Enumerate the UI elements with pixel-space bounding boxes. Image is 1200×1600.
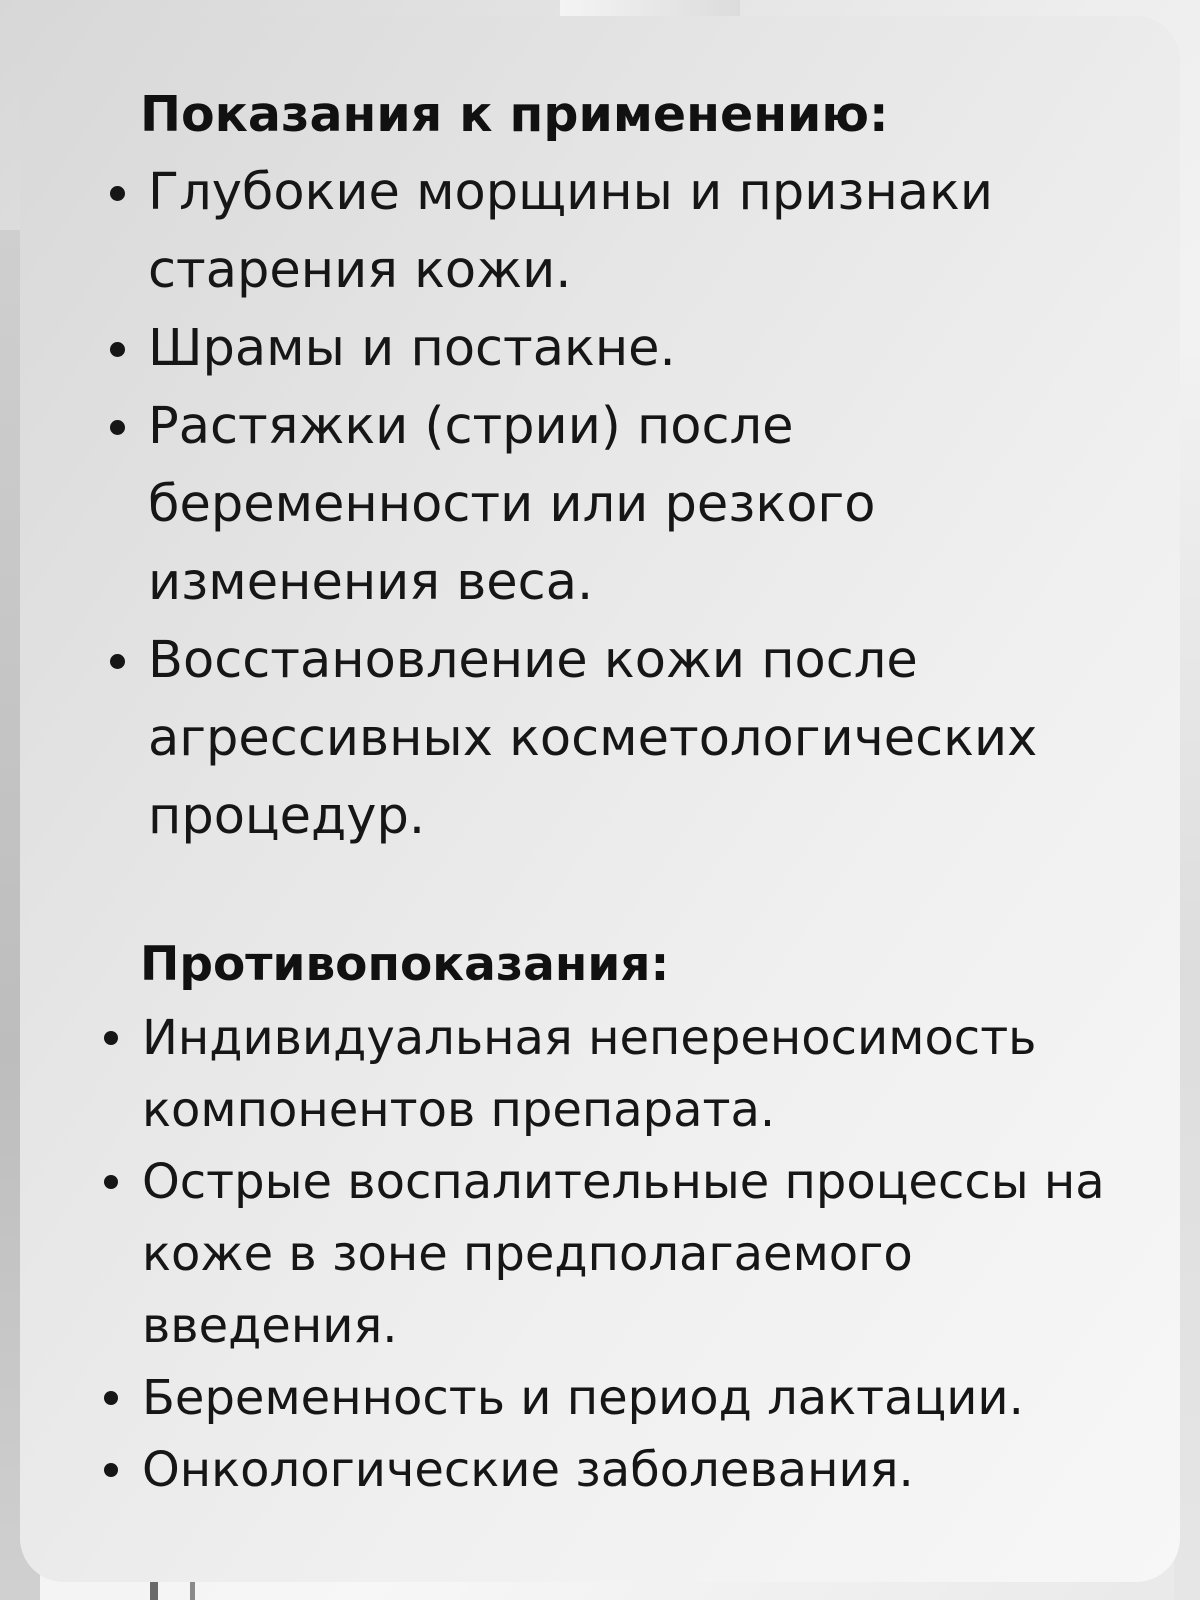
list-item-text: Глубокие морщины и признаки старения кожи. [148,163,994,300]
list-item-text: Онкологические заболевания. [142,1442,914,1498]
bullet-icon [104,1175,118,1189]
bullet-icon [110,420,125,435]
list-item [104,1434,1164,1506]
list-item-text: Индивидуальная непереносимость компонентов препарата. [142,1010,1037,1138]
list-item [104,1146,1164,1362]
list-item [110,154,1150,310]
list-item-text: Растяжки (стрии) после беременности или резкого изменения веса. [148,397,876,612]
list-item [104,1002,1164,1146]
list-item [110,622,1150,856]
list-item-text: Восстановление кожи после агрессивных косметологических процедур. [148,631,1038,846]
list-item-text: Шрамы и постакне. [148,319,676,378]
list-item [110,310,1150,388]
bullet-icon [110,186,125,201]
list-item-text: Острые воспалительные процессы на коже в зоне предполагаемого введения. [142,1154,1105,1354]
list-item [104,1362,1164,1434]
info-card [20,16,1180,1582]
list-item-text: Беременность и период лактации. [142,1370,1024,1426]
contraindications-list [104,1002,1164,1506]
bullet-icon [104,1463,118,1477]
indications-list [110,154,1150,856]
contraindications-heading: Противопоказания: [140,937,670,992]
bullet-icon [110,654,125,669]
list-item [110,388,1150,622]
bullet-icon [110,342,125,357]
bullet-icon [104,1391,118,1405]
indications-section [110,76,1150,856]
contraindications-section [104,928,1164,1506]
indications-heading: Показания к применению: [140,86,889,143]
bullet-icon [104,1031,118,1045]
